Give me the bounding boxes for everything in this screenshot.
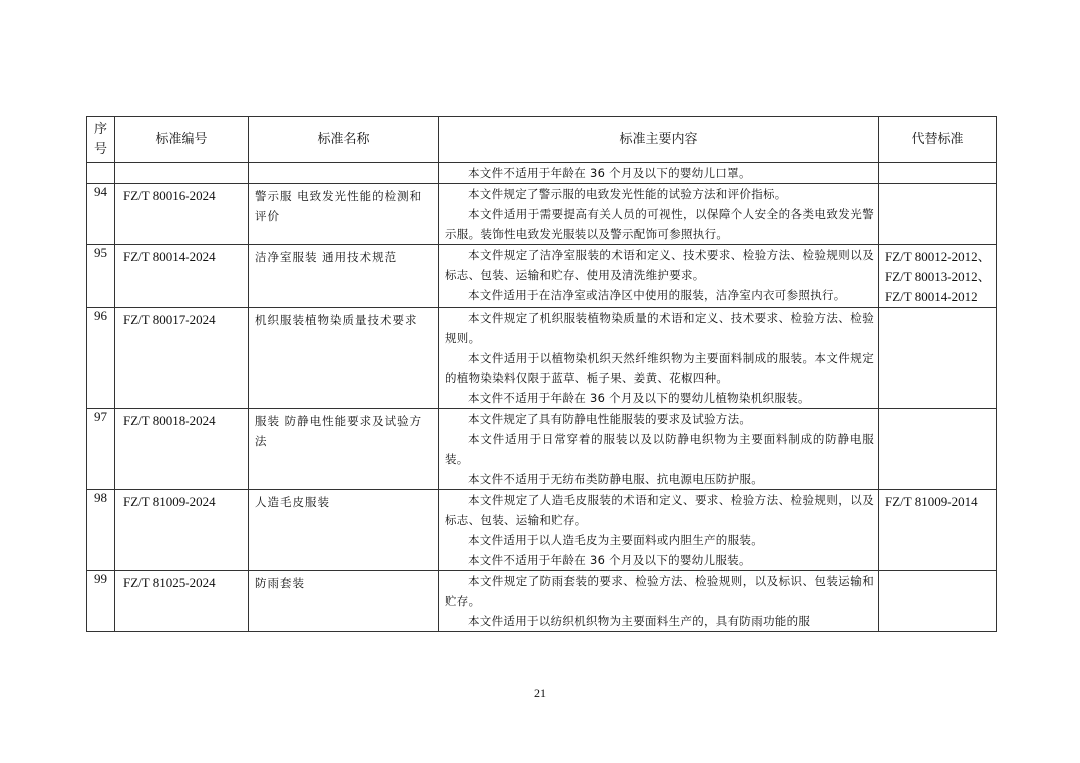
table-row — [87, 184, 997, 245]
content-paragraph: 本文件规定了洁净室服装的术语和定义、技术要求、检验方法、检验规则以及标志、包装、运输和贮存、使用及清洗维护要求。 — [445, 248, 874, 282]
header-replace: 代替标准 — [879, 117, 997, 163]
row-standard-content — [439, 184, 879, 245]
continuation-replace-cell — [879, 163, 997, 184]
table-row — [87, 571, 997, 632]
replaced-standard-code: FZ/T 81009-2014 — [885, 494, 978, 509]
continuation-content-cell — [439, 163, 879, 184]
row-standard-name: 服装 防静电性能要求及试验方法 — [249, 409, 439, 490]
continuation-name-cell — [249, 163, 439, 184]
replaced-standard-code: FZ/T 80012-2012、 — [885, 249, 991, 264]
row-replaced-standards — [879, 308, 997, 409]
replaced-standard-code: FZ/T 80014-2012 — [885, 289, 978, 304]
row-standard-name: 防雨套装 — [249, 571, 439, 632]
header-seq-label: 序号 — [93, 121, 107, 157]
row-seq: 94 — [87, 184, 115, 245]
content-paragraph: 本文件规定了警示服的电致发光性能的试验方法和评价指标。 — [468, 187, 787, 201]
header-seq — [87, 117, 115, 163]
content-paragraph: 本文件适用于以人造毛皮为主要面料或内胆生产的服装。 — [468, 533, 763, 547]
content-paragraph: 本文件规定了防雨套装的要求、检验方法、检验规则，以及标识、包装运输和贮存。 — [445, 574, 874, 608]
content-paragraph: 本文件适用于以纺织机织物为主要面料生产的，具有防雨功能的服 — [468, 614, 811, 628]
replaced-standard-code: FZ/T 80013-2012、 — [885, 269, 991, 284]
row-seq: 96 — [87, 308, 115, 409]
content-paragraph: 本文件不适用于无纺布类防静电服、抗电源电压防护服。 — [468, 472, 763, 486]
content-paragraph: 本文件适用于日常穿着的服装以及以防静电织物为主要面料制成的防静电服装。 — [445, 432, 874, 466]
table-header-row — [87, 117, 997, 163]
table-body — [87, 163, 997, 632]
row-standard-name: 警示服 电致发光性能的检测和评价 — [249, 184, 439, 245]
row-replaced-standards — [879, 490, 997, 571]
row-standard-code: FZ/T 80018-2024 — [115, 409, 249, 490]
row-seq: 97 — [87, 409, 115, 490]
standards-table — [86, 116, 997, 632]
row-standard-content — [439, 409, 879, 490]
row-seq: 99 — [87, 571, 115, 632]
table-row — [87, 490, 997, 571]
content-paragraph: 本文件适用于需要提高有关人员的可视性，以保障个人安全的各类电致发光警示服。装饰性电致发光服装以及警示配饰可参照执行。 — [445, 207, 874, 241]
row-standard-name: 人造毛皮服装 — [249, 490, 439, 571]
row-standard-name: 机织服装植物染质量技术要求 — [249, 308, 439, 409]
continuation-row — [87, 163, 997, 184]
header-content: 标准主要内容 — [439, 117, 879, 163]
row-replaced-standards — [879, 184, 997, 245]
continuation-seq-cell — [87, 163, 115, 184]
row-standard-content — [439, 245, 879, 308]
row-replaced-standards — [879, 409, 997, 490]
header-code: 标准编号 — [115, 117, 249, 163]
row-standard-code: FZ/T 81009-2024 — [115, 490, 249, 571]
row-standard-content — [439, 490, 879, 571]
row-seq: 95 — [87, 245, 115, 308]
row-replaced-standards — [879, 245, 997, 308]
row-standard-content — [439, 571, 879, 632]
table-row — [87, 308, 997, 409]
content-paragraph: 本文件规定了人造毛皮服装的术语和定义、要求、检验方法、检验规则，以及标志、包装、运输和贮存。 — [445, 493, 874, 527]
row-standard-name: 洁净室服装 通用技术规范 — [249, 245, 439, 308]
continuation-text: 本文件不适用于年龄在 36 个月及以下的婴幼儿口罩。 — [468, 166, 751, 180]
row-replaced-standards — [879, 571, 997, 632]
content-paragraph: 本文件规定了具有防静电性能服装的要求及试验方法。 — [468, 412, 752, 426]
row-standard-code: FZ/T 80014-2024 — [115, 245, 249, 308]
row-standard-code: FZ/T 80017-2024 — [115, 308, 249, 409]
table-row — [87, 245, 997, 308]
header-name: 标准名称 — [249, 117, 439, 163]
content-paragraph: 本文件适用于在洁净室或洁净区中使用的服装，洁净室内衣可参照执行。 — [468, 288, 846, 302]
row-standard-content — [439, 308, 879, 409]
row-standard-code: FZ/T 80016-2024 — [115, 184, 249, 245]
content-paragraph: 本文件适用于以植物染机织天然纤维织物为主要面料制成的服装。本文件规定的植物染染料仅限于蓝草、栀子果、姜黄、花椒四种。 — [445, 351, 874, 385]
continuation-code-cell — [115, 163, 249, 184]
table-row — [87, 409, 997, 490]
row-seq: 98 — [87, 490, 115, 571]
page-number: 21 — [534, 686, 546, 700]
row-standard-code: FZ/T 81025-2024 — [115, 571, 249, 632]
content-paragraph: 本文件不适用于年龄在 36 个月及以下的婴幼儿服装。 — [468, 553, 751, 567]
content-paragraph: 本文件不适用于年龄在 36 个月及以下的婴幼儿植物染机织服装。 — [468, 391, 810, 405]
content-paragraph: 本文件规定了机织服装植物染质量的术语和定义、技术要求、检验方法、检验规则。 — [445, 311, 874, 345]
